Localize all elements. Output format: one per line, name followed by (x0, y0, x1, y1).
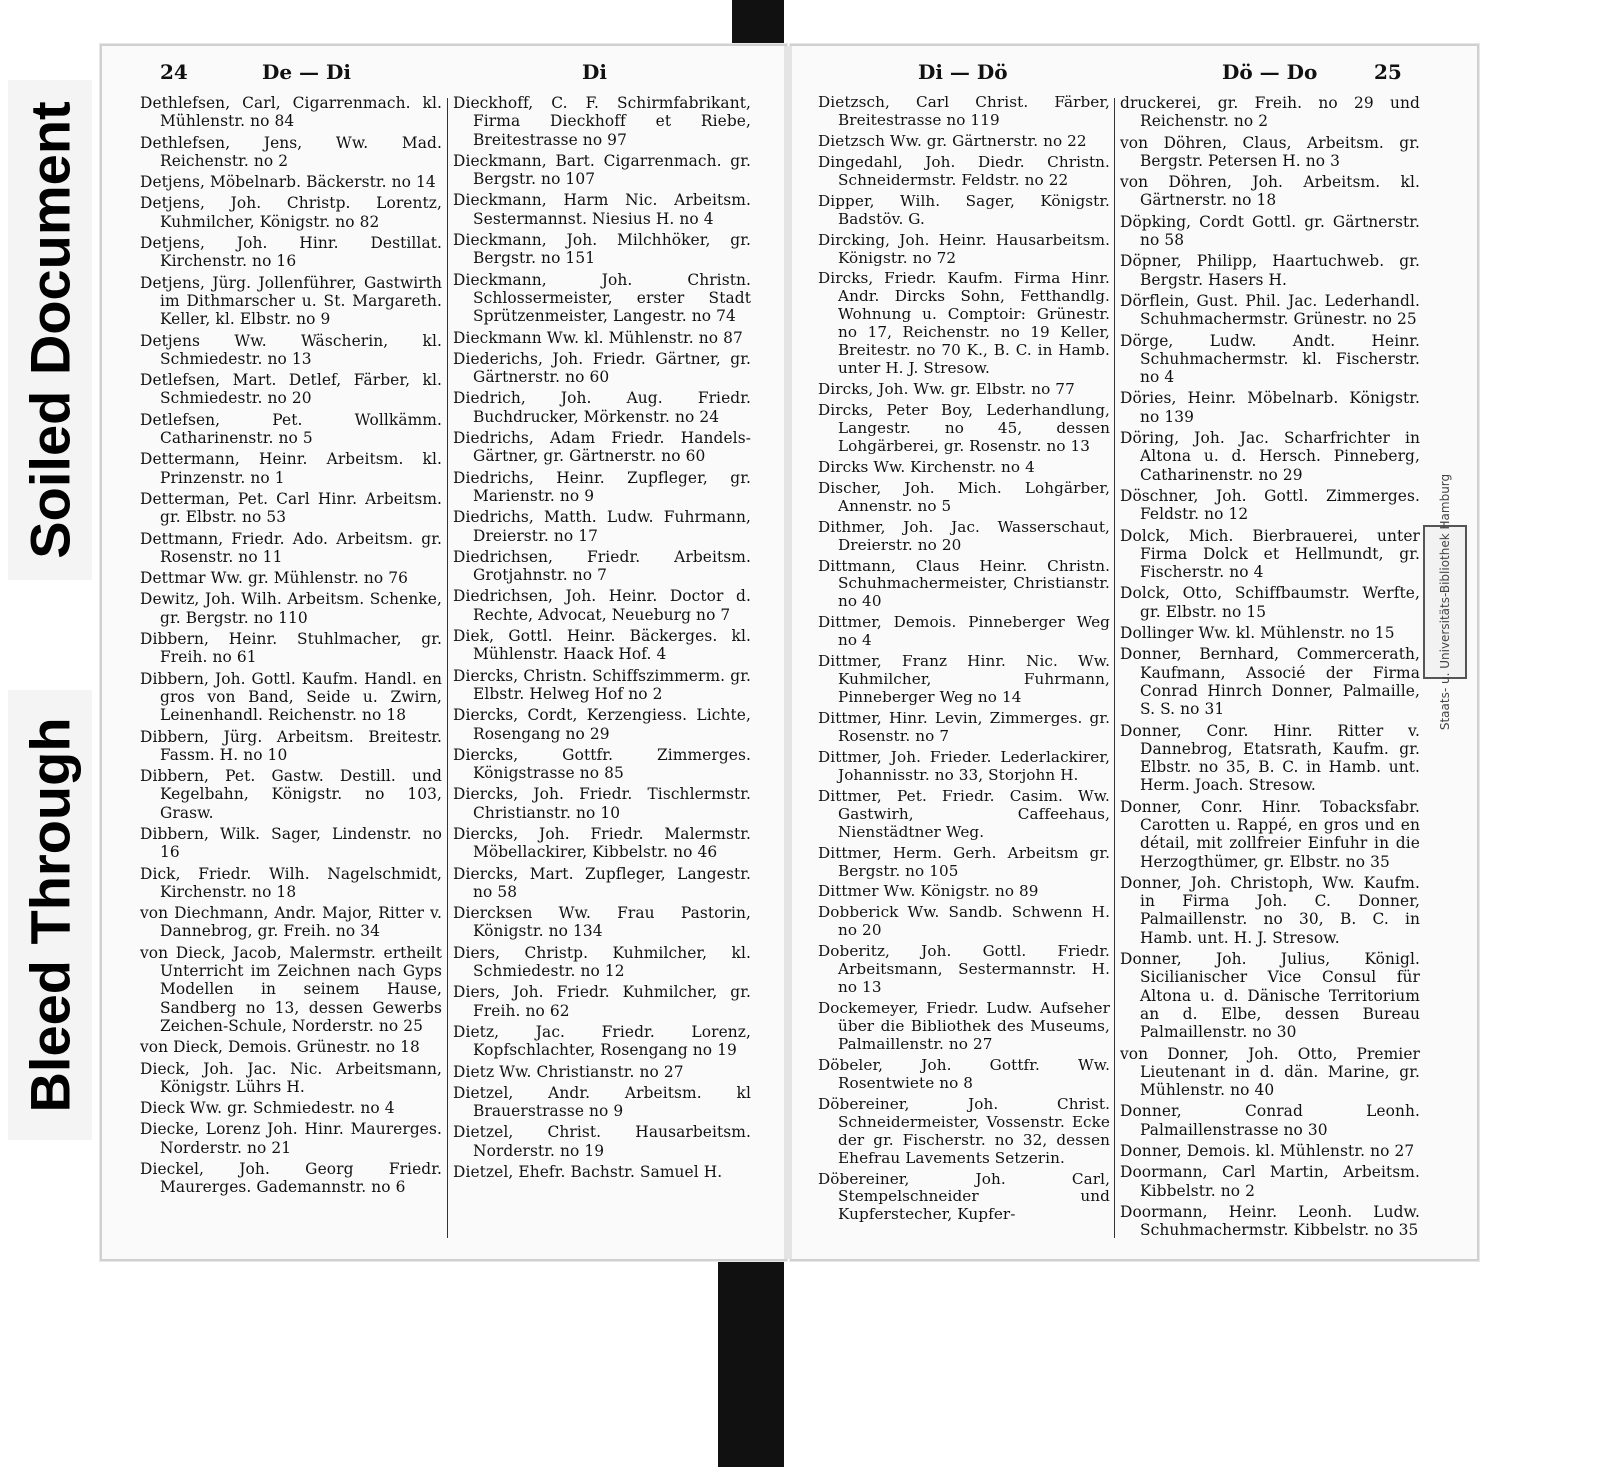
directory-entry: Dietz, Jac. Friedr. Lorenz, Kopfschlachter, Rosengang no 19 (453, 1022, 751, 1060)
library-stamp-text: Staats- u. Universitäts-Bibliothek Hamburg (1438, 473, 1452, 731)
directory-entry: Dittmann, Claus Heinr. Christn. Schuhmachermeister, Christianstr. no 40 (818, 556, 1110, 611)
right-page-header-range-left: Di — Dö (918, 60, 1008, 84)
directory-entry: Dettermann, Heinr. Arbeitsm. kl. Prinzenstr. no 1 (140, 450, 442, 487)
right-page-number: 25 (1374, 60, 1402, 84)
directory-entry: Diedrichs, Matth. Ludw. Fuhrmann, Dreierstr. no 17 (453, 508, 751, 545)
directory-entry: Dethlefsen, Jens, Ww. Mad. Reichenstr. no 2 (140, 133, 442, 170)
directory-entry: Dingedahl, Joh. Diedr. Christn. Schneidermstr. Feldstr. no 22 (818, 152, 1110, 189)
directory-entry: Dietzel, Andr. Arbeitsm. kl Brauerstrasse no 9 (453, 1083, 751, 1121)
directory-entry: Dibbern, Pet. Gastw. Destill. und Kegelbahn, Königstr. no 103, Grasw. (140, 767, 442, 822)
directory-entry: Dieckmann, Bart. Cigarrenmach. gr. Bergstr. no 107 (453, 151, 751, 189)
right-page-column-2 (1120, 94, 1420, 1243)
directory-entry: von Döhren, Claus, Arbeitsm. gr. Bergstr. Petersen H. no 3 (1120, 133, 1420, 170)
directory-entry: Dewitz, Joh. Wilh. Arbeitsm. Schenke, gr. Bergstr. no 110 (140, 590, 442, 627)
directory-entry: Discher, Joh. Mich. Lohgärber, Annenstr. no 5 (818, 478, 1110, 515)
directory-entry: Dibbern, Jürg. Arbeitsm. Breitestr. Fassm. H. no 10 (140, 727, 442, 764)
directory-entry: Diedrich, Joh. Aug. Friedr. Buchdrucker, Mörkenstr. no 24 (453, 389, 751, 426)
directory-entry: Diecke, Lorenz Joh. Hinr. Maurerges. Norderstr. no 21 (140, 1120, 442, 1157)
directory-entry: Diercks, Mart. Zupfleger, Langestr. no 58 (453, 864, 751, 901)
right-page-column-1 (818, 94, 1110, 1227)
directory-entry: Diederichs, Joh. Friedr. Gärtner, gr. Gärtnerstr. no 60 (453, 349, 751, 387)
directory-entry: Dircks, Peter Boy, Lederhandlung, Langestr. no 45, dessen Lohgärberei, gr. Rosenstr. no 13 (818, 401, 1110, 455)
directory-entry: Dittmer, Hinr. Levin, Zimmerges. gr. Rosenstr. no 7 (818, 709, 1110, 745)
directory-entry: Dipper, Wilh. Sager, Königstr. Badstöv. G. (818, 191, 1110, 228)
directory-entry: Dibbern, Heinr. Stuhlmacher, gr. Freih. no 61 (140, 630, 442, 667)
directory-entry: Dittmer Ww. Königstr. no 89 (818, 882, 1039, 901)
directory-entry: Dieck Ww. gr. Schmiedestr. no 4 (140, 1099, 395, 1118)
soiled-document-label (8, 80, 92, 580)
library-stamp (1423, 473, 1467, 731)
directory-entry: von Dieck, Demois. Grünestr. no 18 (140, 1038, 420, 1057)
directory-entry: Diercks, Joh. Friedr. Malermstr. Möbellackirer, Kibbelstr. no 46 (453, 824, 751, 862)
directory-entry: Donner, Conrad Leonh. Palmaillenstrasse no 30 (1120, 1102, 1420, 1139)
directory-entry: von Dieck, Jacob, Malermstr. ertheilt Unterricht im Zeichnen nach Gyps Modellen in seinem Hause, Sandberg no 13, dessen Gewerbs Zeichen-Schule, Norderstr. no 25 (140, 943, 442, 1035)
directory-entry: Diek, Gottl. Heinr. Bäckerges. kl. Mühlenstr. Haack Hof. 4 (453, 627, 751, 664)
directory-entry: Döring, Joh. Jac. Scharfrichter in Altona u. d. Hersch. Pinneberg, Catharinenstr. no 29 (1120, 429, 1420, 484)
directory-entry: Dettmann, Friedr. Ado. Arbeitsm. gr. Rosenstr. no 11 (140, 529, 442, 566)
directory-entry: Detjens, Möbelnarb. Bäckerstr. no 14 (140, 173, 436, 192)
directory-entry: Dittmer, Herm. Gerh. Arbeitsm gr. Bergstr. no 105 (818, 843, 1110, 880)
directory-entry: Dithmer, Joh. Jac. Wasserschaut, Dreierstr. no 20 (818, 517, 1110, 554)
directory-entry: Dieckmann, Joh. Christn. Schlossermeister, erster Stadt Sprützenmeister, Langestr. no 74 (453, 270, 751, 326)
directory-entry: Dietzel, Ehefr. Bachstr. Samuel H. (453, 1163, 723, 1182)
directory-entry: Dircks, Joh. Ww. gr. Elbstr. no 77 (818, 380, 1075, 399)
directory-entry: Dieckel, Joh. Georg Friedr. Maurerges. Gademannstr. no 6 (140, 1160, 442, 1197)
directory-entry: Dettmar Ww. gr. Mühlenstr. no 76 (140, 569, 409, 588)
directory-entry: Dittmer, Demois. Pinneberger Weg no 4 (818, 613, 1110, 650)
directory-entry: Diers, Christp. Kuhmilcher, kl. Schmiedestr. no 12 (453, 943, 751, 981)
directory-entry: Döpking, Cordt Gottl. gr. Gärtnerstr. no 58 (1120, 212, 1420, 250)
directory-entry: Dircking, Joh. Heinr. Hausarbeitsm. Königstr. no 72 (818, 230, 1110, 267)
directory-entry: Dieck, Joh. Jac. Nic. Arbeitsmann, Königstr. Lührs H. (140, 1059, 442, 1096)
left-page-column-rule (447, 98, 448, 1238)
directory-entry: Doormann, Carl Martin, Arbeitsm. Kibbelstr. no 2 (1120, 1163, 1420, 1200)
directory-entry: Dolck, Otto, Schiffbaumstr. Werfte, gr. Elbstr. no 15 (1120, 584, 1420, 621)
directory-entry: Donner, Demois. kl. Mühlenstr. no 27 (1120, 1142, 1415, 1161)
directory-entry: von Döhren, Joh. Arbeitsm. kl. Gärtnerstr. no 18 (1120, 173, 1420, 210)
directory-entry: Dittmer, Pet. Friedr. Casim. Ww. Gastwirh, Caffeehaus, Nienstädtner Weg. (818, 786, 1110, 841)
left-page-column-1 (140, 94, 442, 1200)
directory-entry: Dockemeyer, Friedr. Ludw. Aufseher über die Bibliothek des Museums, Palmaillenstr. no 27 (818, 999, 1110, 1053)
left-page-header-range: De — Di (262, 60, 351, 84)
directory-entry: Döschner, Joh. Gottl. Zimmerges. Feldstr. no 12 (1120, 486, 1420, 524)
directory-entry: Dibbern, Wilk. Sager, Lindenstr. no 16 (140, 824, 442, 862)
directory-entry: von Diechmann, Andr. Major, Ritter v. Dannebrog, gr. Freih. no 34 (140, 904, 442, 941)
soiled-document-text: Soiled Document (18, 101, 82, 559)
right-page-column-rule (1114, 98, 1115, 1238)
directory-entry: Diedrichs, Heinr. Zupfleger, gr. Marienstr. no 9 (453, 468, 751, 505)
directory-entry: Detjens Ww. Wäscherin, kl. Schmiedestr. no 13 (140, 331, 442, 368)
directory-entry: Dittmer, Joh. Frieder. Lederlackirer, Johannisstr. no 33, Storjohn H. (818, 747, 1110, 784)
directory-entry: Dibbern, Joh. Gottl. Kaufm. Handl. en gros von Band, Seide u. Zwirn, Leinenhandl. Reichenstr. no 18 (140, 669, 442, 725)
right-page (790, 44, 1479, 1261)
directory-entry: Döbeler, Joh. Gottfr. Ww. Rosentwiete no 8 (818, 1055, 1110, 1092)
left-page-header-center: Di (582, 60, 607, 84)
directory-entry: Donner, Bernhard, Commercerath, Kaufmann, Associé der Firma Conrad Hinrch Donner, Palmaille, S. S. no 31 (1120, 645, 1420, 719)
directory-entry: Diercks, Christn. Schiffszimmerm. gr. Elbstr. Helweg Hof no 2 (453, 666, 751, 703)
directory-entry: Diercks, Joh. Friedr. Tischlermstr. Christianstr. no 10 (453, 785, 751, 822)
directory-entry: Diercks, Gottfr. Zimmerges. Königstrasse no 85 (453, 745, 751, 783)
directory-entry: druckerei, gr. Freih. no 29 und Reichenstr. no 2 (1120, 94, 1420, 131)
directory-entry: Donner, Conr. Hinr. Ritter v. Dannebrog, Etatsrath, Kaufm. gr. Elbstr. no 35, B. C. in Hamb. unt. Herm. Joach. Stresow. (1120, 721, 1420, 795)
directory-entry: Donner, Joh. Julius, Königl. Sicilianischer Vice Consul für Altona u. d. Dänische Territorium an d. Elbe, dessen Bureau Palmaillenstr. no 30 (1120, 950, 1420, 1042)
directory-entry: Dieckmann, Harm Nic. Arbeitsm. Sestermannst. Niesius H. no 4 (453, 191, 751, 228)
directory-entry: Diedrichs, Adam Friedr. Handels-Gärtner, gr. Gärtnerstr. no 60 (453, 429, 751, 466)
directory-entry: Diercksen Ww. Frau Pastorin, Königstr. no 134 (453, 904, 751, 941)
directory-entry: Dieckmann, Joh. Milchhöker, gr. Bergstr. no 151 (453, 231, 751, 268)
directory-entry: Döbereiner, Joh. Christ. Schneidermeister, Vossenstr. Ecke der gr. Fischerstr. no 32, dessen Ehefrau Lavements Setzerin. (818, 1094, 1110, 1167)
directory-entry: Detlefsen, Mart. Detlef, Färber, kl. Schmiedestr. no 20 (140, 371, 442, 408)
directory-entry: Diedrichsen, Joh. Heinr. Doctor d. Rechte, Advocat, Neueburg no 7 (453, 587, 751, 624)
directory-entry: Doormann, Heinr. Leonh. Ludw. Schuhmachermstr. Kibbelstr. no 35 (1120, 1202, 1420, 1240)
directory-entry: Diers, Joh. Friedr. Kuhmilcher, gr. Freih. no 62 (453, 983, 751, 1020)
left-page-number: 24 (160, 60, 188, 84)
directory-entry: von Donner, Joh. Otto, Premier Lieutenant in d. dän. Marine, gr. Mühlenstr. no 40 (1120, 1044, 1420, 1100)
book-binding-bottom (718, 1255, 784, 1467)
directory-entry: Donner, Joh. Christoph, Ww. Kaufm. in Firma Joh. C. Donner, Palmaillenstr. no 30, B. C. in Hamb. unt. H. J. Stresow. (1120, 873, 1420, 947)
directory-entry: Dolck, Mich. Bierbrauerei, unter Firma Dolck et Hellmundt, gr. Fischerstr. no 4 (1120, 526, 1420, 582)
directory-entry: Detjens, Joh. Hinr. Destillat. Kirchenstr. no 16 (140, 234, 442, 271)
directory-entry: Dörge, Ludw. Andt. Heinr. Schuhmachermstr. kl. Fischerstr. no 4 (1120, 331, 1420, 387)
directory-entry: Donner, Conr. Hinr. Tobacksfabr. Carotten u. Rappé, en gros und en détail, mit zollfreier Einfuhr in die Herzogthümer, gr. Elbstr. no 35 (1120, 797, 1420, 871)
directory-entry: Detterman, Pet. Carl Hinr. Arbeitsm. gr. Elbstr. no 53 (140, 489, 442, 527)
directory-entry: Dircks Ww. Kirchenstr. no 4 (818, 457, 1035, 476)
bleed-through-label (8, 690, 92, 1140)
bleed-through-text: Bleed Through (18, 717, 82, 1113)
directory-entry: Döries, Heinr. Möbelnarb. Königstr. no 139 (1120, 389, 1420, 426)
right-page-header-range-right: Dö — Do (1222, 60, 1318, 84)
directory-entry: Doberitz, Joh. Gottl. Friedr. Arbeitsmann, Sestermannstr. H. no 13 (818, 942, 1110, 997)
directory-entry: Detjens, Joh. Christp. Lorentz, Kuhmilcher, Königstr. no 82 (140, 194, 442, 231)
directory-entry: Detlefsen, Pet. Wollkämm. Catharinenstr. no 5 (140, 410, 442, 448)
directory-entry: Döpner, Philipp, Haartuchweb. gr. Bergstr. Hasers H. (1120, 252, 1420, 289)
directory-entry: Dittmer, Franz Hinr. Nic. Ww. Kuhmilcher, Fuhrmann, Pinneberger Weg no 14 (818, 652, 1110, 707)
directory-entry: Döbereiner, Joh. Carl, Stempelschneider und Kupferstecher, Kupfer- (818, 1169, 1110, 1224)
directory-entry: Dietzel, Christ. Hausarbeitsm. Norderstr. no 19 (453, 1123, 751, 1160)
directory-entry: Dieckmann Ww. kl. Mühlenstr. no 87 (453, 328, 743, 347)
left-page (100, 44, 787, 1261)
directory-entry: Dick, Friedr. Wilh. Nagelschmidt, Kirchenstr. no 18 (140, 864, 442, 901)
directory-entry: Dobberick Ww. Sandb. Schwenn H. no 20 (818, 903, 1110, 940)
directory-entry: Dethlefsen, Carl, Cigarrenmach. kl. Mühlenstr. no 84 (140, 94, 442, 131)
directory-entry: Diercks, Cordt, Kerzengiess. Lichte, Rosengang no 29 (453, 706, 751, 743)
directory-entry: Dörflein, Gust. Phil. Jac. Lederhandl. Schuhmachermstr. Grünestr. no 25 (1120, 291, 1420, 329)
directory-entry: Diedrichsen, Friedr. Arbeitsm. Grotjahnstr. no 7 (453, 547, 751, 585)
right-page-gutter (784, 46, 792, 1259)
left-page-column-2 (453, 94, 751, 1184)
directory-entry: Dietz Ww. Christianstr. no 27 (453, 1062, 684, 1081)
directory-entry: Dietzsch, Carl Christ. Färber, Breitestrasse no 119 (818, 93, 1110, 129)
directory-entry: Detjens, Jürg. Jollenführer, Gastwirth im Dithmarscher u. St. Margareth. Keller, kl. Elbstr. no 9 (140, 273, 442, 329)
directory-entry: Dircks, Friedr. Kaufm. Firma Hinr. Andr. Dircks Sohn, Fetthandlg. Wohnung u. Comptoir: Grünestr. no 17, Reichenstr. no 19 Keller, Breitestr. no 70 K., B. C. in Hamb. unter H. J. Stresow. (818, 269, 1110, 378)
directory-entry: Dieckhoff, C. F. Schirmfabrikant, Firma Dieckhoff et Riebe, Breitestrasse no 97 (453, 94, 751, 149)
directory-entry: Dietzsch Ww. gr. Gärtnerstr. no 22 (818, 131, 1087, 150)
directory-entry: Dollinger Ww. kl. Mühlenstr. no 15 (1120, 624, 1395, 643)
